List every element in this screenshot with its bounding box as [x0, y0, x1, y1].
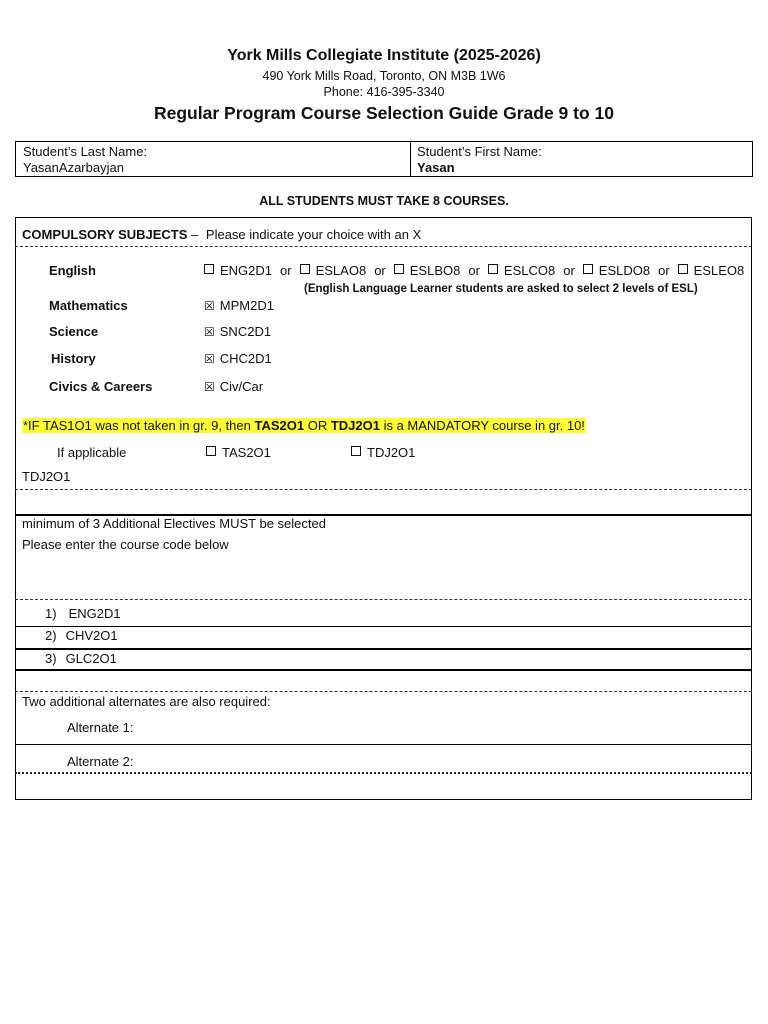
first-name-field[interactable]: Yasan [417, 160, 455, 175]
compulsory-heading-row [22, 227, 421, 242]
checkbox-icon[interactable] [204, 264, 214, 274]
option-tdj2o1[interactable]: TDJ2O1 [351, 445, 415, 460]
heading-dash: – [191, 227, 199, 242]
or-text: or [280, 263, 292, 278]
compulsory-heading: COMPULSORY SUBJECTS [22, 227, 188, 242]
checkbox-icon[interactable] [206, 446, 216, 456]
or-text: or [563, 263, 575, 278]
electives-enter-code: Please enter the course code below [22, 537, 229, 552]
student-name-box [15, 141, 753, 177]
electives-instruction: minimum of 3 Additional Electives MUST be selected [22, 516, 326, 531]
esl-note: (English Language Learner students are asked to select 2 levels of ESL) [304, 283, 698, 295]
applicable-selection[interactable]: TDJ2O1 [22, 469, 71, 484]
dotted-divider [15, 772, 752, 774]
school-address: 490 York Mills Road, Toronto, ON M3B 1W6 [262, 69, 506, 83]
checkbox-icon[interactable] [583, 264, 593, 274]
guide-title: Regular Program Course Selection Guide Grade 9 to 10 [154, 103, 614, 123]
dashed-divider [15, 489, 752, 490]
checkbox-icon[interactable] [300, 264, 310, 274]
last-name-label: Student’s Last Name: [23, 144, 148, 159]
name-divider [410, 142, 411, 176]
row-divider [15, 626, 752, 627]
alternates-intro: Two additional alternates are also required: [22, 694, 271, 709]
mandatory-note: *IF TAS1O1 was not taken in gr. 9, then TAS2O1 OR TDJ2O1 is a MANDATORY course in gr. 10! [23, 418, 585, 433]
dashed-divider [15, 246, 752, 247]
option-eng2d1[interactable]: ENG2D1 [204, 263, 272, 278]
elective-row-2[interactable]: 2) CHV2O1 [45, 628, 118, 643]
elective-row-3[interactable]: 3) GLC2O1 [45, 651, 117, 666]
if-applicable-label: If applicable [57, 445, 127, 460]
subject-history: History [51, 351, 96, 366]
subject-science: Science [49, 324, 99, 339]
english-options [204, 263, 744, 278]
checkbox-icon[interactable] [488, 264, 498, 274]
or-text: or [658, 263, 670, 278]
dashed-divider [15, 599, 752, 600]
checked-box-icon[interactable]: ☒ [204, 299, 215, 313]
checkbox-icon[interactable] [351, 446, 361, 456]
school-title: York Mills Collegiate Institute (2025-2026) [227, 47, 541, 64]
checked-box-icon[interactable]: ☒ [204, 325, 215, 339]
row-divider [15, 648, 752, 650]
subject-mathematics: Mathematics [49, 298, 128, 313]
option-eslao8[interactable]: ESLAO8 [300, 263, 367, 278]
option-chc2d1[interactable]: ☒ CHC2D1 [204, 351, 272, 366]
option-tas2o1[interactable]: TAS2O1 [206, 445, 271, 460]
subject-english: English [49, 263, 96, 278]
option-esleo8[interactable]: ESLEO8 [678, 263, 745, 278]
checkbox-icon[interactable] [678, 264, 688, 274]
option-snc2d1[interactable]: ☒ SNC2D1 [204, 324, 272, 339]
subject-civics-careers: Civics & Careers [49, 379, 153, 394]
alternate-2-field[interactable]: Alternate 2: [67, 754, 134, 769]
checked-box-icon[interactable]: ☒ [204, 352, 215, 366]
option-esldo8[interactable]: ESLDO8 [583, 263, 650, 278]
row-divider [15, 669, 752, 671]
elective-row-1[interactable]: 1) ENG2D1 [45, 606, 121, 621]
school-phone: Phone: 416-395-3340 [323, 85, 445, 99]
row-divider [15, 744, 752, 745]
or-text: or [468, 263, 480, 278]
compulsory-instruction: Please indicate your choice with an X [205, 227, 422, 242]
option-mpm2d1[interactable]: ☒ MPM2D1 [204, 298, 274, 313]
last-name-field[interactable]: YasanAzarbayjan [23, 160, 124, 175]
or-text: or [374, 263, 386, 278]
first-name-label: Student’s First Name: [417, 144, 542, 159]
checked-box-icon[interactable]: ☒ [204, 380, 215, 394]
option-eslco8[interactable]: ESLCO8 [488, 263, 555, 278]
dashed-divider [15, 691, 752, 692]
checkbox-icon[interactable] [394, 264, 404, 274]
alternate-1-field[interactable]: Alternate 1: [67, 720, 134, 735]
option-civ-car[interactable]: ☒ Civ/Car [204, 379, 264, 394]
requirement-text: ALL STUDENTS MUST TAKE 8 COURSES. [259, 194, 509, 208]
option-eslbo8[interactable]: ESLBO8 [394, 263, 461, 278]
